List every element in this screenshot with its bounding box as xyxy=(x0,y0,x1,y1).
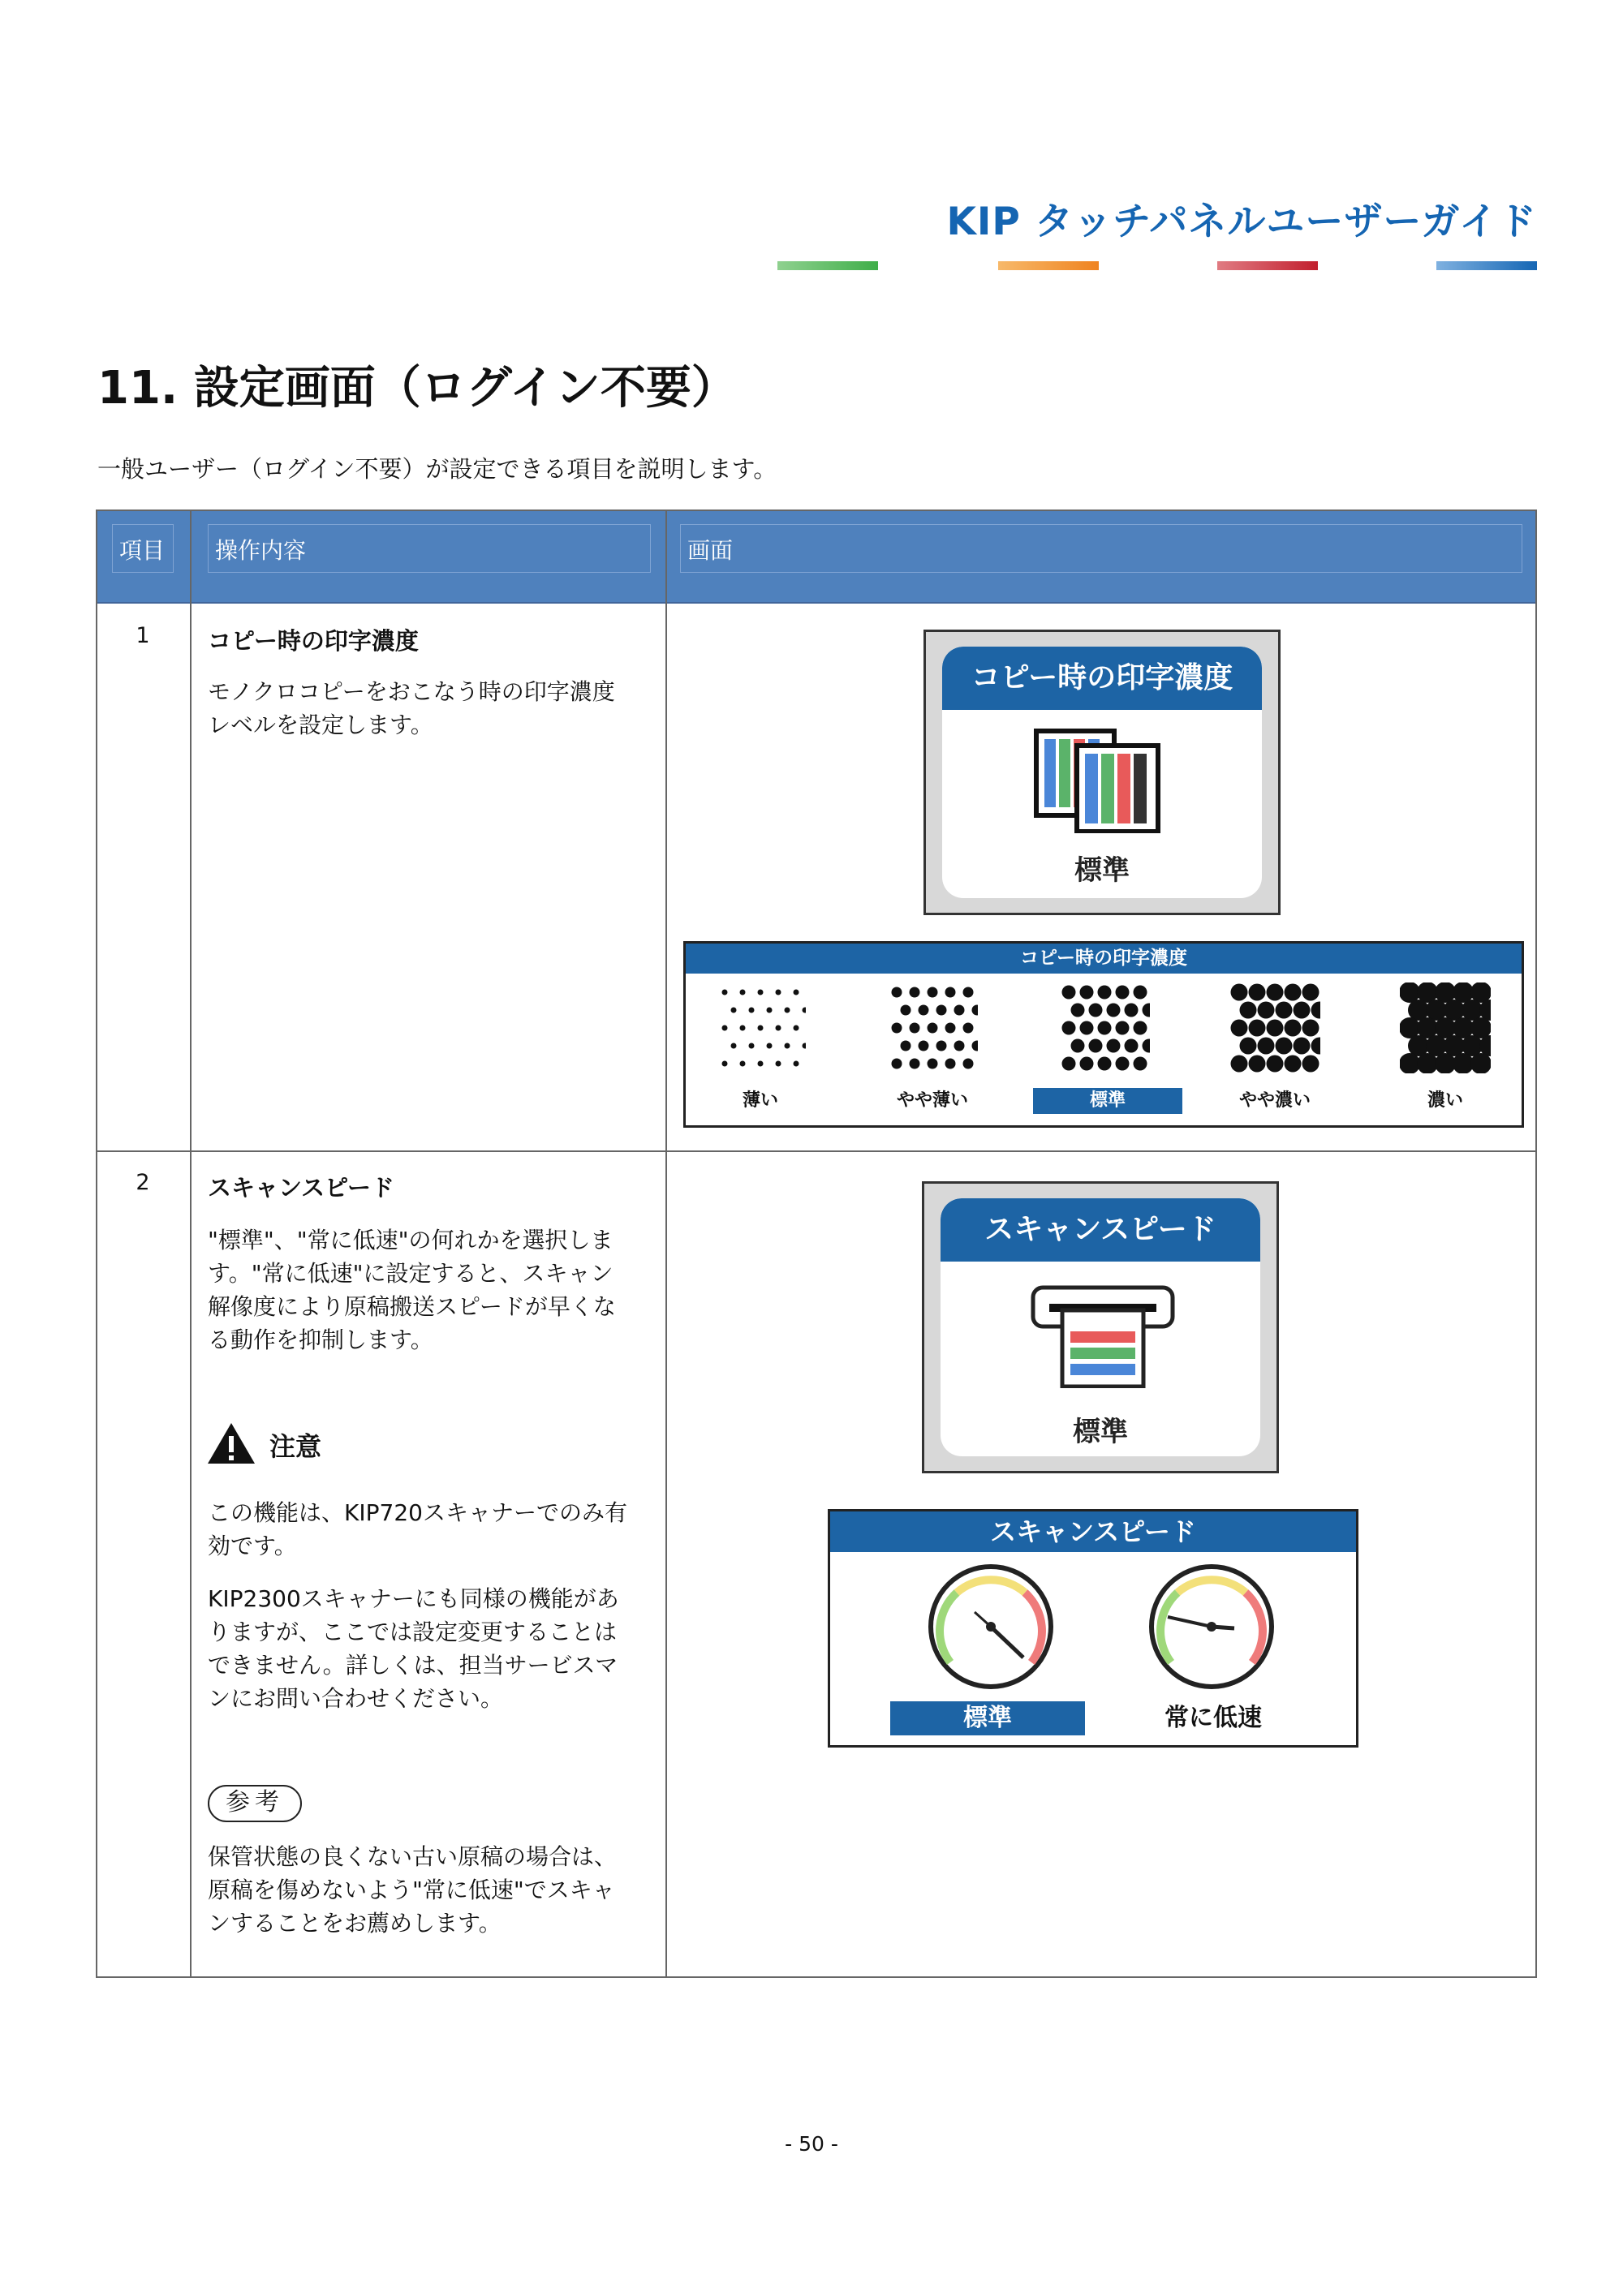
density-option-slightly-dark[interactable]: やや濃い xyxy=(1238,1090,1311,1111)
halftone-dot xyxy=(1143,1004,1151,1017)
density-pattern-very-dark[interactable] xyxy=(1400,982,1491,1073)
halftone-dot xyxy=(1116,1021,1130,1035)
halftone-dot xyxy=(1258,1002,1275,1019)
density-pattern-very-light[interactable] xyxy=(715,982,806,1073)
scan-speed-panel-button[interactable] xyxy=(922,1181,1279,1473)
row-1-description: モノクロコピーをおこなう時の印字濃度 レベルを設定します。 xyxy=(208,678,615,738)
halftone-dot xyxy=(1240,1038,1257,1055)
density-pattern-standard[interactable] xyxy=(1059,982,1150,1073)
halftone-dot xyxy=(1302,984,1319,1001)
halftone-dot xyxy=(901,1041,911,1051)
halftone-dot xyxy=(919,1005,929,1016)
density-options-panel xyxy=(683,941,1524,1128)
halftone-dot xyxy=(972,1041,979,1051)
row-1-title: コピー時の印字濃度 xyxy=(208,627,419,655)
density-panel-value: 標準 xyxy=(1074,854,1130,887)
density-options-title: コピー時の印字濃度 xyxy=(686,944,1522,974)
warning-triangle-icon xyxy=(206,1421,256,1465)
scanner-icon xyxy=(1030,1283,1176,1388)
halftone-dot xyxy=(740,1025,746,1031)
column-divider xyxy=(190,511,192,1976)
halftone-dot xyxy=(1071,1004,1085,1017)
halftone-dot xyxy=(1134,986,1147,1000)
caution-text-2: KIP2300スキャナーにも同様の機能があ りますが、ここでは設定変更することは できません。詳しくは、担当サービスマ ンにお問い合わせください。 xyxy=(208,1585,619,1712)
halftone-dot xyxy=(901,1005,911,1016)
halftone-dot xyxy=(936,1005,947,1016)
reference-text: 保管状態の良くない古い原稿の場合は、 原稿を傷めないよう"常に低速"でスキャ ンすることをお薦めします。 xyxy=(208,1843,618,1937)
halftone-dot xyxy=(1276,1038,1293,1055)
halftone-dot xyxy=(972,1005,979,1016)
halftone-dot xyxy=(1285,1056,1302,1073)
halftone-dot xyxy=(758,1025,764,1031)
halftone-dot xyxy=(731,1008,737,1013)
row-2-number: 2 xyxy=(136,1170,150,1195)
halftone-dot xyxy=(892,987,902,998)
halftone-dot xyxy=(1240,1002,1257,1019)
halftone-dot xyxy=(1249,1056,1266,1073)
halftone-dot xyxy=(936,1041,947,1051)
halftone-dot xyxy=(767,1043,773,1049)
halftone-dot xyxy=(1294,1002,1311,1019)
accent-bar-green xyxy=(777,261,878,270)
density-option-dark[interactable]: 濃い xyxy=(1427,1090,1463,1111)
halftone-dot xyxy=(892,1023,902,1034)
row-2-title: スキャンスピード xyxy=(208,1174,394,1202)
halftone-dot xyxy=(803,1008,807,1013)
column-divider xyxy=(665,511,667,1976)
halftone-dot xyxy=(794,1025,799,1031)
halftone-dot xyxy=(1231,1020,1248,1037)
halftone-dot xyxy=(1285,984,1302,1001)
halftone-dot xyxy=(1116,986,1130,1000)
halftone-dot xyxy=(928,1059,938,1069)
halftone-dot xyxy=(1249,1020,1266,1037)
halftone-dot xyxy=(1089,1039,1103,1053)
page-number: - 50 - xyxy=(785,2132,838,2156)
halftone-dot xyxy=(794,990,799,995)
halftone-dot xyxy=(945,987,956,998)
gauge-slow-icon[interactable] xyxy=(1147,1562,1276,1692)
accent-bar-red xyxy=(1217,261,1318,270)
halftone-dot xyxy=(1098,1021,1112,1035)
halftone-dot xyxy=(919,1041,929,1051)
settings-table xyxy=(96,510,1537,1978)
halftone-dot xyxy=(954,1005,965,1016)
halftone-dot xyxy=(1302,1020,1319,1037)
document-header-title: KIP タッチパネルユーザーガイド xyxy=(946,200,1537,244)
halftone-dot xyxy=(776,990,781,995)
row-2-description: "標準"、"常に低速"の何れかを選択しま す。"常に低速"に設定すると、スキャン 解像度により原稿搬送スピードが早くな る動作を抑制します。 xyxy=(208,1227,616,1353)
halftone-dot xyxy=(722,1061,728,1067)
halftone-dot xyxy=(1311,1038,1321,1055)
halftone-dot xyxy=(794,1061,799,1067)
halftone-dot xyxy=(1071,1039,1085,1053)
halftone-dot xyxy=(963,987,974,998)
density-pattern-dark[interactable] xyxy=(1229,982,1320,1073)
gauge-standard-icon[interactable] xyxy=(926,1562,1056,1692)
scan-speed-options-title: スキャンスピード xyxy=(830,1511,1356,1552)
halftone-dot xyxy=(767,1008,773,1013)
density-panel-title: コピー時の印字濃度 xyxy=(942,647,1262,710)
halftone-dot xyxy=(1125,1039,1139,1053)
density-option-slightly-light[interactable]: やや薄い xyxy=(896,1090,968,1111)
halftone-dot xyxy=(1062,986,1076,1000)
halftone-dot xyxy=(1125,1004,1139,1017)
halftone-dot xyxy=(740,990,746,995)
halftone-dot xyxy=(1107,1004,1121,1017)
halftone-dot xyxy=(1098,1057,1112,1071)
halftone-dot xyxy=(910,1023,920,1034)
density-panel-button[interactable] xyxy=(923,630,1281,915)
halftone-dot xyxy=(1080,1057,1094,1071)
density-option-light[interactable]: 薄い xyxy=(742,1090,778,1111)
halftone-dot xyxy=(1249,984,1266,1001)
halftone-dot xyxy=(731,1043,737,1049)
halftone-dot xyxy=(1231,1056,1248,1073)
halftone-dot xyxy=(1267,1056,1284,1073)
halftone-dot xyxy=(749,1043,755,1049)
halftone-dot xyxy=(1258,1038,1275,1055)
scan-speed-option-standard[interactable]: 標準 xyxy=(890,1701,1085,1735)
scan-speed-options-panel xyxy=(828,1509,1358,1748)
halftone-dot xyxy=(1470,1017,1491,1038)
halftone-dot xyxy=(803,1043,807,1049)
halftone-dot xyxy=(954,1041,965,1051)
density-option-standard[interactable]: 標準 xyxy=(1033,1088,1182,1114)
halftone-dot xyxy=(1062,1021,1076,1035)
scan-speed-option-always-slow[interactable]: 常に低速 xyxy=(1165,1704,1262,1732)
halftone-dot xyxy=(758,1061,764,1067)
halftone-dot xyxy=(1143,1039,1151,1053)
halftone-dot xyxy=(963,1023,974,1034)
header-operation: 操作内容 xyxy=(208,524,651,573)
halftone-dot xyxy=(785,1043,790,1049)
header-screen: 画面 xyxy=(680,524,1522,573)
halftone-dot xyxy=(910,987,920,998)
halftone-dot xyxy=(1285,1020,1302,1037)
halftone-dot xyxy=(1231,984,1248,1001)
halftone-dot xyxy=(1267,1020,1284,1037)
halftone-dot xyxy=(928,987,938,998)
halftone-dot xyxy=(1294,1038,1311,1055)
density-pattern-light[interactable] xyxy=(887,982,978,1073)
halftone-dot xyxy=(758,990,764,995)
section-title: 11. 設定画面（ログイン不要） xyxy=(97,362,737,415)
scan-speed-panel-title: スキャンスピード xyxy=(941,1198,1260,1262)
halftone-dot xyxy=(945,1023,956,1034)
accent-bar-blue xyxy=(1436,261,1537,270)
halftone-dot xyxy=(722,1025,728,1031)
halftone-dot xyxy=(776,1025,781,1031)
halftone-dot xyxy=(945,1059,956,1069)
halftone-dot xyxy=(740,1061,746,1067)
header-item: 項目 xyxy=(112,524,174,573)
halftone-dot xyxy=(749,1008,755,1013)
halftone-dot xyxy=(1134,1021,1147,1035)
scan-speed-panel-value: 標準 xyxy=(1073,1416,1128,1448)
halftone-dot xyxy=(928,1023,938,1034)
halftone-dot xyxy=(1107,1039,1121,1053)
halftone-dot xyxy=(892,1059,902,1069)
halftone-dot xyxy=(776,1061,781,1067)
halftone-dot xyxy=(910,1059,920,1069)
caution-text: この機能は、KIP720スキャナーでのみ有 効です。 xyxy=(208,1499,627,1559)
reference-badge: 参考 xyxy=(208,1785,302,1822)
caution-note xyxy=(206,1421,368,1465)
halftone-dot xyxy=(1116,1057,1130,1071)
halftone-dot xyxy=(785,1008,790,1013)
halftone-dot xyxy=(1080,1021,1094,1035)
halftone-dot xyxy=(963,1059,974,1069)
caution-label: 注意 xyxy=(269,1431,322,1462)
halftone-dot xyxy=(1267,984,1284,1001)
row-1-number: 1 xyxy=(136,623,150,648)
section-intro: 一般ユーザー（ログイン不要）が設定できる項目を説明します。 xyxy=(97,455,777,483)
halftone-dot xyxy=(1080,986,1094,1000)
halftone-dot xyxy=(722,990,728,995)
copy-document-icon xyxy=(1031,728,1194,833)
halftone-dot xyxy=(1276,1002,1293,1019)
halftone-dot xyxy=(1062,1057,1076,1071)
table-header xyxy=(97,511,1535,604)
halftone-dot xyxy=(1302,1056,1319,1073)
halftone-dot xyxy=(1134,1057,1147,1071)
halftone-dot xyxy=(1311,1002,1321,1019)
accent-bar-orange xyxy=(998,261,1099,270)
halftone-dot xyxy=(1089,1004,1103,1017)
halftone-dot xyxy=(1098,986,1112,1000)
row-divider xyxy=(97,1150,1535,1152)
